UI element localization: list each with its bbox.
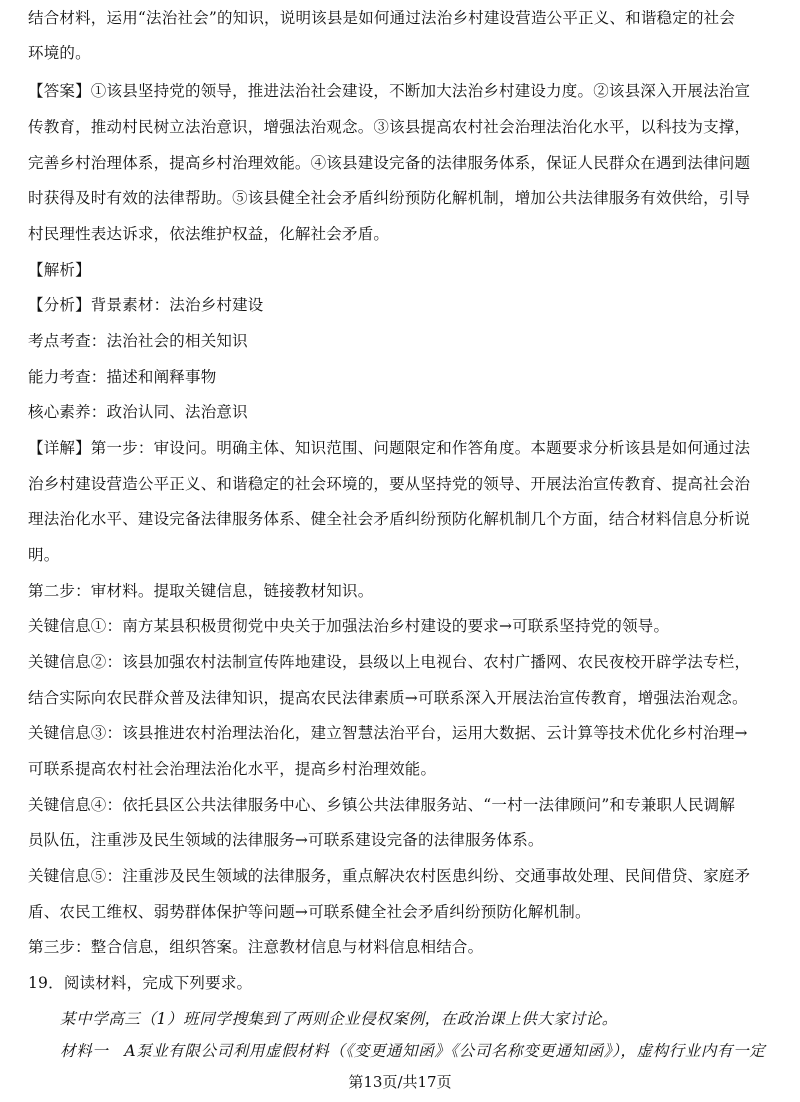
answer-line-5: 村民理性表达诉求，依法维护权益，化解社会矛盾。 [28,225,390,243]
analysis-ability: 能力考查：描述和阐释事物 [28,368,217,386]
step-two-line: 第二步：审材料。提取关键信息，链接教材知识。 [28,582,374,600]
key-info-5-line-2: 盾、农民工维权、弱势群体保护等问题→可联系健全社会矛盾纠纷预防化解机制。 [28,903,591,921]
key-info-4-line-1: 关键信息④：依托县区公共法律服务中心、乡镇公共法律服务站、“一村一法律顾问”和专兼职人民调解 [28,796,736,814]
question-prompt-line-2: 环境的。 [28,44,91,62]
material-one-line-1: 材料一 A泵业有限公司利用虚假材料（《变更通知函》《公司名称变更通知函》），虚构行业内有一定 [60,1042,766,1060]
key-info-5-line-1: 关键信息⑤：注重涉及民生领域的法律服务，重点解决农村医患纠纷、交通事故处理、民间借贷、家庭矛 [28,867,751,885]
answer-line-2: 传教育，推动村民树立法治意识，增强法治观念。③该县提高农村社会治理法治化水平，以科技为支撑， [28,118,751,136]
detail-line-4: 明。 [28,546,60,564]
question-prompt-line-1: 结合材料，运用“法治社会”的知识，说明该县是如何通过法治乡村建设营造公平正义、和谐稳定的社会 [28,9,736,27]
analysis-background: 【分析】背景素材：法治乡村建设 [28,296,264,314]
page-footer: 第13页/共17页 [348,1073,452,1091]
detail-line-2: 治乡村建设营造公平正义、和谐稳定的社会环境的，要从坚持党的领导、开展法治宣传教育、提高社会治 [28,475,751,493]
analysis-core-literacy: 核心素养：政治认同、法治意识 [28,403,248,421]
answer-line-3: 完善乡村治理体系，提高乡村治理效能。④该县建设完备的法律服务体系，保证人民群众在遇到法律问题 [28,154,751,172]
question-19-heading: 19．阅读材料，完成下列要求。 [28,974,253,992]
key-info-2-line-1: 关键信息②：该县加强农村法制宣传阵地建设，县级以上电视台、农村广播网、农民夜校开辟学法专栏， [28,653,751,671]
detail-line-1: 【详解】第一步：审设问。明确主体、知识范围、问题限定和作答角度。本题要求分析该县是如何通过法 [28,439,751,457]
analysis-heading: 【解析】 [28,261,91,279]
key-info-2-line-2: 结合实际向农民群众普及法律知识，提高农民法律素质→可联系深入开展法治宣传教育，增强法治观念。 [28,689,748,707]
question-19-intro: 某中学高三（1）班同学搜集到了两则企业侵权案例，在政治课上供大家讨论。 [60,1010,618,1028]
key-info-3-line-1: 关键信息③：该县推进农村治理法治化，建立智慧法治平台，运用大数据、云计算等技术优化乡村治理→ [28,724,748,742]
detail-line-3: 理法治化水平、建设完备法律服务体系、健全社会矛盾纠纷预防化解机制几个方面，结合材料信息分析说 [28,510,751,528]
key-info-1: 关键信息①：南方某县积极贯彻党中央关于加强法治乡村建设的要求→可联系坚持党的领导。 [28,617,670,635]
key-info-4-line-2: 员队伍，注重涉及民生领域的法律服务→可联系建设完备的法律服务体系。 [28,831,544,849]
answer-line-4: 时获得及时有效的法律帮助。⑤该县健全社会矛盾纠纷预防化解机制，增加公共法律服务有效供给，引导 [28,189,751,207]
step-three-line: 第三步：整合信息，组织答案。注意教材信息与材料信息相结合。 [28,938,484,956]
answer-line-1: 【答案】①该县坚持党的领导，推进法治社会建设，不断加大法治乡村建设力度。②该县深入开展法治宣 [28,82,751,100]
analysis-knowledge-point: 考点考查：法治社会的相关知识 [28,332,248,350]
key-info-3-line-2: 可联系提高农村社会治理法治化水平，提高乡村治理效能。 [28,760,437,778]
